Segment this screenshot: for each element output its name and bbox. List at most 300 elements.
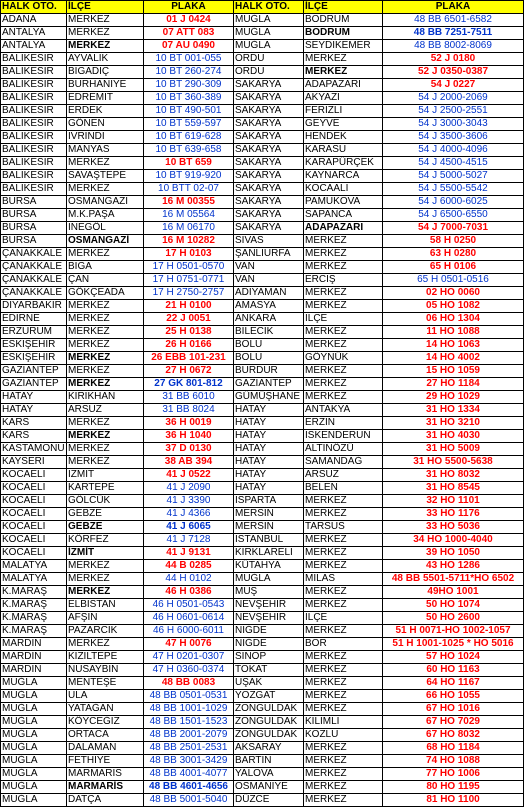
left-city-cell: KARS <box>1 417 67 430</box>
right-city-cell: SAKARYA <box>234 183 304 196</box>
left-city-cell: BALIKESİR <box>1 131 67 144</box>
left-district-cell: MERKEZ <box>67 157 144 170</box>
left-city-cell: MALATYA <box>1 573 67 586</box>
table-row <box>1 716 524 729</box>
table-row <box>1 703 524 716</box>
right-city-cell: UŞAK <box>234 677 304 690</box>
header-plaka-right: PLAKA <box>383 1 524 14</box>
left-city-cell: K.MARAŞ <box>1 599 67 612</box>
right-city-cell: ŞANLIURFA <box>234 248 304 261</box>
table-row <box>1 131 524 144</box>
table-row <box>1 235 524 248</box>
left-district-cell: MERKEZ <box>67 456 144 469</box>
right-city-cell: SAKARYA <box>234 144 304 157</box>
header-row <box>1 1 524 14</box>
left-plate-cell: 44 H 0102 <box>144 573 234 586</box>
right-city-cell: GAZİANTEP <box>234 378 304 391</box>
left-plate-cell: 16 M 06170 <box>144 222 234 235</box>
left-district-cell: MERKEZ <box>67 339 144 352</box>
table-row <box>1 404 524 417</box>
left-city-cell: EDİRNE <box>1 313 67 326</box>
right-plate-cell: 50 HO 1074 <box>383 599 524 612</box>
table-row <box>1 391 524 404</box>
left-city-cell: MARDİN <box>1 638 67 651</box>
right-district-cell: ARSUZ <box>304 469 383 482</box>
left-district-cell: MERKEZ <box>67 586 144 599</box>
right-district-cell: MERKEZ <box>304 690 383 703</box>
right-plate-cell: 77 HO 1006 <box>383 768 524 781</box>
left-plate-cell: 01 J 0424 <box>144 14 234 27</box>
right-city-cell: NİĞDE <box>234 638 304 651</box>
left-plate-cell: 48 BB 4601-4656 <box>144 781 234 794</box>
right-district-cell: MERKEZ <box>304 560 383 573</box>
left-district-cell: MERKEZ <box>67 14 144 27</box>
left-city-cell: ANTALYA <box>1 40 67 53</box>
table-row <box>1 443 524 456</box>
left-city-cell: MUĞLA <box>1 729 67 742</box>
right-district-cell: KARASU <box>304 144 383 157</box>
right-plate-cell: 14 HO 1063 <box>383 339 524 352</box>
right-city-cell: NEVŞEHİR <box>234 612 304 625</box>
right-district-cell: MERKEZ <box>304 261 383 274</box>
right-plate-cell: 54 J 5500-5542 <box>383 183 524 196</box>
right-district-cell: SAMANDAĞ <box>304 456 383 469</box>
left-district-cell: DATÇA <box>67 794 144 807</box>
right-district-cell: GÖYNÜK <box>304 352 383 365</box>
left-plate-cell: 17 H 0103 <box>144 248 234 261</box>
right-plate-cell: 52 J 0350-0387 <box>383 66 524 79</box>
right-plate-cell: 67 HO 8032 <box>383 729 524 742</box>
left-city-cell: KOCAELİ <box>1 469 67 482</box>
left-city-cell: KAYSERİ <box>1 456 67 469</box>
left-district-cell: GEBZE <box>67 508 144 521</box>
right-district-cell: MERKEZ <box>304 365 383 378</box>
right-city-cell: ORDU <box>234 66 304 79</box>
right-plate-cell: 54 J 7000-7031 <box>383 222 524 235</box>
left-district-cell: MERKEZ <box>67 326 144 339</box>
right-city-cell: MUĞLA <box>234 27 304 40</box>
table-row <box>1 586 524 599</box>
right-district-cell: MERKEZ <box>304 339 383 352</box>
table-body <box>1 14 524 807</box>
left-plate-cell: 27 GK 801-812 <box>144 378 234 391</box>
table-row <box>1 365 524 378</box>
left-city-cell: MARDİN <box>1 664 67 677</box>
table-row <box>1 573 524 586</box>
left-city-cell: KASTAMONU <box>2 443 65 454</box>
right-district-cell: MERKEZ <box>304 53 383 66</box>
right-district-cell: PAMUKOVA <box>304 196 383 209</box>
left-city-cell: KOCAELİ <box>1 508 67 521</box>
right-district-cell: MERKEZ <box>304 248 383 261</box>
table-row <box>1 222 524 235</box>
left-district-cell: BURHANİYE <box>67 79 144 92</box>
right-city-cell: HATAY <box>234 417 304 430</box>
table-row <box>1 508 524 521</box>
table-row <box>1 27 524 40</box>
table-row <box>1 378 524 391</box>
left-city-cell: MUĞLA <box>1 716 67 729</box>
table-row <box>1 521 524 534</box>
right-city-cell: SAKARYA <box>234 196 304 209</box>
table-row <box>1 274 524 287</box>
right-district-cell: MERKEZ <box>304 677 383 690</box>
left-district-cell: MERKEZ <box>67 573 144 586</box>
left-plate-cell: 41 J 0522 <box>144 469 234 482</box>
left-city-cell: HATAY <box>1 404 67 417</box>
left-city-cell: ANTALYA <box>1 27 67 40</box>
left-district-cell: KARTEPE <box>67 482 144 495</box>
right-city-cell: ZONGULDAK <box>234 729 304 742</box>
left-plate-cell: 10 BT 619-628 <box>144 131 234 144</box>
right-plate-cell: 02 HO 0060 <box>383 287 524 300</box>
right-plate-cell: 57 HO 1024 <box>383 651 524 664</box>
right-district-cell: BOR <box>304 638 383 651</box>
header-ilce-right: İLÇE <box>304 1 383 14</box>
left-city-cell: BALIKESİR <box>1 53 67 66</box>
table-row <box>1 651 524 664</box>
right-city-cell: HATAY <box>234 430 304 443</box>
table-row <box>1 625 524 638</box>
right-district-cell: MERKEZ <box>304 599 383 612</box>
left-district-cell: MERKEZ <box>67 560 144 573</box>
left-district-cell: ORTACA <box>67 729 144 742</box>
left-plate-cell: 10 BT 490-501 <box>144 105 234 118</box>
left-city-cell: BURSA <box>1 222 67 235</box>
right-district-cell: ADAPAZARI <box>304 222 383 235</box>
left-city-cell: BURSA <box>1 235 67 248</box>
left-district-cell: İZMİT <box>67 469 144 482</box>
left-city-cell: ADANA <box>1 14 67 27</box>
table-row <box>1 768 524 781</box>
left-district-cell: MARMARİS <box>67 781 144 794</box>
right-city-cell: HATAY <box>234 469 304 482</box>
right-district-cell: İLÇE <box>304 313 383 326</box>
header-ilce-left: İLÇE <box>67 1 144 14</box>
right-plate-cell: 31 HO 3210 <box>383 417 524 430</box>
left-district-cell: ULA <box>67 690 144 703</box>
right-city-cell: VAN <box>234 274 304 287</box>
left-plate-cell: 48 BB 4001-4077 <box>144 768 234 781</box>
right-city-cell: ADIYAMAN <box>234 287 304 300</box>
left-district-cell: OSMANGAZİ <box>67 235 144 248</box>
left-plate-cell: 41 J 4366 <box>144 508 234 521</box>
right-city-cell: BURDUR <box>234 365 304 378</box>
right-plate-cell: 54 J 4500-4515 <box>383 157 524 170</box>
left-city-cell: KARS <box>1 430 67 443</box>
right-plate-cell: 33 HO 1176 <box>383 508 524 521</box>
right-city-cell: ISPARTA <box>234 495 304 508</box>
right-plate-cell: 52 J 0180 <box>383 53 524 66</box>
table-row <box>1 248 524 261</box>
right-city-cell: HATAY <box>234 456 304 469</box>
left-city-cell: KOCAELİ <box>1 547 67 560</box>
right-city-cell: SİNOP <box>234 651 304 664</box>
right-district-cell: AKYAZI <box>304 92 383 105</box>
left-plate-cell: 48 BB 3001-3429 <box>144 755 234 768</box>
table-row <box>1 417 524 430</box>
left-city-cell: MUĞLA <box>1 690 67 703</box>
header-halk-oto-left: HALK OTO. <box>1 1 67 14</box>
left-district-cell: KIZILTEPE <box>67 651 144 664</box>
left-district-cell: ELBİSTAN <box>67 599 144 612</box>
left-plate-cell: 48 BB 0083 <box>144 677 234 690</box>
right-plate-cell: 66 HO 1055 <box>383 690 524 703</box>
left-city-cell: ESKİŞEHİR <box>1 339 67 352</box>
left-district-cell: BİGADİÇ <box>67 66 144 79</box>
right-city-cell: HATAY <box>234 443 304 456</box>
left-district-cell: MERKEZ <box>67 430 144 443</box>
right-city-cell: YOZGAT <box>234 690 304 703</box>
right-plate-cell: 31 HO 8545 <box>383 482 524 495</box>
left-city-cell: MUĞLA <box>1 768 67 781</box>
right-city-cell: SAKARYA <box>234 79 304 92</box>
table-row <box>1 794 524 807</box>
table-row <box>1 469 524 482</box>
left-district-cell: MARMARİS <box>67 768 144 781</box>
right-district-cell: MERKEZ <box>304 508 383 521</box>
left-plate-cell: 22 J 0051 <box>144 313 234 326</box>
table-row <box>1 547 524 560</box>
right-district-cell: MERKEZ <box>304 742 383 755</box>
left-district-cell: ERDEK <box>67 105 144 118</box>
left-district-cell: MERKEZ <box>67 352 144 365</box>
right-district-cell: KOZLU <box>304 729 383 742</box>
left-city-cell: ÇANAKKALE <box>1 261 67 274</box>
left-district-cell: AFŞİN <box>67 612 144 625</box>
table-row <box>1 287 524 300</box>
right-plate-cell: 48 BB 8002-8069 <box>383 40 524 53</box>
left-district-cell: MENTEŞE <box>67 677 144 690</box>
right-plate-cell: 31 HO 8032 <box>383 469 524 482</box>
table-row <box>1 638 524 651</box>
left-city-cell: MALATYA <box>1 560 67 573</box>
left-plate-cell: 16 M 10282 <box>144 235 234 248</box>
right-district-cell: MERKEZ <box>304 768 383 781</box>
right-district-cell: MERKEZ <box>304 534 383 547</box>
table-row <box>1 352 524 365</box>
left-district-cell: DALAMAN <box>67 742 144 755</box>
right-plate-cell: 51 H 1001-1025 * HO 5016 <box>383 638 524 651</box>
right-city-cell: BOLU <box>234 339 304 352</box>
right-district-cell: KOCAALİ <box>304 183 383 196</box>
left-city-cell: ESKİŞEHİR <box>1 352 67 365</box>
right-district-cell: SEYDİKEMER <box>304 40 383 53</box>
table-row <box>1 339 524 352</box>
left-district-cell: KÖRFEZ <box>67 534 144 547</box>
left-plate-cell: 48 BB 2001-2079 <box>144 729 234 742</box>
left-plate-cell: 37 D 0130 <box>144 443 234 456</box>
right-city-cell: HATAY <box>234 404 304 417</box>
right-city-cell: ZONGULDAK <box>234 716 304 729</box>
right-plate-cell: 48 BB 5501-5711*HO 6502 <box>383 573 524 586</box>
left-city-cell: MUĞLA <box>1 755 67 768</box>
right-city-cell: SİVAS <box>234 235 304 248</box>
right-plate-cell: 15 HO 1059 <box>383 365 524 378</box>
header-plaka-left: PLAKA <box>144 1 234 14</box>
left-plate-cell: 10 BT 360-389 <box>144 92 234 105</box>
right-city-cell: ZONGULDAK <box>234 703 304 716</box>
right-district-cell: HENDEK <box>304 131 383 144</box>
right-plate-cell: 32 HO 1101 <box>383 495 524 508</box>
right-city-cell: VAN <box>234 261 304 274</box>
right-district-cell: MERKEZ <box>304 586 383 599</box>
right-plate-cell: 29 HO 1029 <box>383 391 524 404</box>
right-plate-cell: 33 HO 5036 <box>383 521 524 534</box>
right-plate-cell: 54 J 0227 <box>383 79 524 92</box>
left-plate-cell: 46 H 6000-6011 <box>144 625 234 638</box>
right-district-cell: MERKEZ <box>304 287 383 300</box>
left-city-cell: MARDİN <box>1 651 67 664</box>
right-district-cell: MERKEZ <box>304 664 383 677</box>
left-city-cell: KOCAELİ <box>1 482 67 495</box>
right-plate-cell: 64 HO 1167 <box>383 677 524 690</box>
left-plate-cell: 47 H 0201-0307 <box>144 651 234 664</box>
table-row <box>1 755 524 768</box>
right-district-cell: MERKEZ <box>304 755 383 768</box>
left-city-cell: K.MARAŞ <box>1 612 67 625</box>
left-plate-cell: 46 H 0601-0614 <box>144 612 234 625</box>
left-city-cell: MUĞLA <box>1 677 67 690</box>
right-city-cell: SAKARYA <box>234 157 304 170</box>
right-plate-cell: 48 BB 6501-6582 <box>383 14 524 27</box>
left-district-cell: YATAĞAN <box>67 703 144 716</box>
header-halk-oto-right: HALK OTO. <box>234 1 304 14</box>
table-row <box>1 14 524 27</box>
left-district-cell: MERKEZ <box>67 27 144 40</box>
right-district-cell: MERKEZ <box>304 495 383 508</box>
left-plate-cell: 10 BT 919-920 <box>144 170 234 183</box>
right-city-cell: MUĞLA <box>234 573 304 586</box>
left-plate-cell: 10 BT 659 <box>144 157 234 170</box>
left-plate-cell: 16 M 05564 <box>144 209 234 222</box>
right-city-cell: MERSİN <box>234 508 304 521</box>
right-district-cell: KİLİMLİ <box>304 716 383 729</box>
right-city-cell: HATAY <box>234 482 304 495</box>
right-plate-cell: 63 H 0280 <box>383 248 524 261</box>
left-district-cell: AYVALIK <box>67 53 144 66</box>
table-row <box>1 183 524 196</box>
right-district-cell: KARAPÜRÇEK <box>304 157 383 170</box>
left-district-cell: MERKEZ <box>67 417 144 430</box>
right-city-cell: SAKARYA <box>234 131 304 144</box>
right-city-cell: SAKARYA <box>234 209 304 222</box>
left-district-cell: GÖNEN <box>67 118 144 131</box>
left-district-cell: KIRIKHAN <box>67 391 144 404</box>
right-plate-cell: 14 HO 4002 <box>383 352 524 365</box>
table-row <box>1 170 524 183</box>
right-district-cell: ERCİŞ <box>304 274 383 287</box>
left-district-cell: MERKEZ <box>67 378 144 391</box>
right-district-cell: FERİZLİ <box>304 105 383 118</box>
left-plate-cell: 10 BT 559-597 <box>144 118 234 131</box>
table-row <box>1 79 524 92</box>
table-row <box>1 482 524 495</box>
left-plate-cell: 38 AB 394 <box>144 456 234 469</box>
left-district-cell: ÇAN <box>67 274 144 287</box>
left-district-cell: GÖKÇEADA <box>67 287 144 300</box>
table-row <box>1 261 524 274</box>
table-row <box>1 729 524 742</box>
left-plate-cell: 48 BB 0501-0531 <box>144 690 234 703</box>
table-row <box>1 677 524 690</box>
left-district-cell: OSMANGAZİ <box>67 196 144 209</box>
right-district-cell: MERKEZ <box>304 651 383 664</box>
left-plate-cell: 17 H 2750-2757 <box>144 287 234 300</box>
left-district-cell: MERKEZ <box>67 443 144 456</box>
left-plate-cell: 31 BB 6010 <box>144 391 234 404</box>
table-row <box>1 742 524 755</box>
left-plate-cell: 41 J 3390 <box>144 495 234 508</box>
table-row <box>1 534 524 547</box>
left-city-cell: MUĞLA <box>1 742 67 755</box>
left-city-cell: BURSA <box>1 196 67 209</box>
right-plate-cell: 54 J 4000-4096 <box>383 144 524 157</box>
left-plate-cell: 48 BB 1001-1029 <box>144 703 234 716</box>
left-district-cell: PAZARCIK <box>67 625 144 638</box>
right-city-cell: SAKARYA <box>234 170 304 183</box>
right-district-cell: MERKEZ <box>304 781 383 794</box>
left-city-cell: HATAY <box>1 391 67 404</box>
left-district-cell: İNEGÖL <box>67 222 144 235</box>
left-plate-cell: 26 EBB 101-231 <box>144 352 234 365</box>
table-row <box>1 105 524 118</box>
table-row <box>1 664 524 677</box>
left-district-cell: İZMİT <box>67 547 144 560</box>
left-district-cell: SAVAŞTEPE <box>67 170 144 183</box>
right-city-cell: BİLECİK <box>234 326 304 339</box>
left-plate-cell: 10 BT 290-309 <box>144 79 234 92</box>
table-row <box>1 144 524 157</box>
left-city-cell: BALIKESİR <box>1 66 67 79</box>
table-row <box>1 92 524 105</box>
right-district-cell: MERKEZ <box>304 378 383 391</box>
left-district-cell: GEBZE <box>67 521 144 534</box>
right-city-cell: BOLU <box>234 352 304 365</box>
right-city-cell: GÜMÜŞHANE <box>234 391 304 404</box>
right-plate-cell: 31 HO 1334 <box>383 404 524 417</box>
right-district-cell: BODRUM <box>304 27 383 40</box>
left-district-cell: KÖYCEĞİZ <box>67 716 144 729</box>
left-district-cell: EDREMİT <box>67 92 144 105</box>
left-plate-cell: 47 H 0360-0374 <box>144 664 234 677</box>
right-plate-cell: 31 HO 5500-5638 <box>383 456 524 469</box>
right-city-cell: KÜTAHYA <box>234 560 304 573</box>
right-plate-cell: 65 H 0501-0516 <box>383 274 524 287</box>
left-plate-cell: 10 BTT 02-07 <box>144 183 234 196</box>
left-district-cell: MERKEZ <box>67 183 144 196</box>
right-plate-cell: 80 HO 1195 <box>383 781 524 794</box>
left-plate-cell: 36 H 0019 <box>144 417 234 430</box>
table-row <box>1 456 524 469</box>
table-row <box>1 300 524 313</box>
table-row <box>1 612 524 625</box>
left-district-cell: BİGA <box>67 261 144 274</box>
right-plate-cell: 54 J 6000-6025 <box>383 196 524 209</box>
left-city-cell: KOCAELİ <box>1 521 67 534</box>
left-district-cell: MERKEZ <box>67 365 144 378</box>
right-city-cell: MUŞ <box>234 586 304 599</box>
right-plate-cell: 67 HO 7029 <box>383 716 524 729</box>
left-plate-cell: 46 H 0386 <box>144 586 234 599</box>
right-district-cell: MERKEZ <box>304 235 383 248</box>
left-district-cell: İVRİNDİ <box>67 131 144 144</box>
right-plate-cell: 05 HO 1082 <box>383 300 524 313</box>
right-plate-cell: 54 J 3500-3606 <box>383 131 524 144</box>
right-district-cell: SAPANCA <box>304 209 383 222</box>
table-row <box>1 196 524 209</box>
right-plate-cell: 27 HO 1184 <box>383 378 524 391</box>
